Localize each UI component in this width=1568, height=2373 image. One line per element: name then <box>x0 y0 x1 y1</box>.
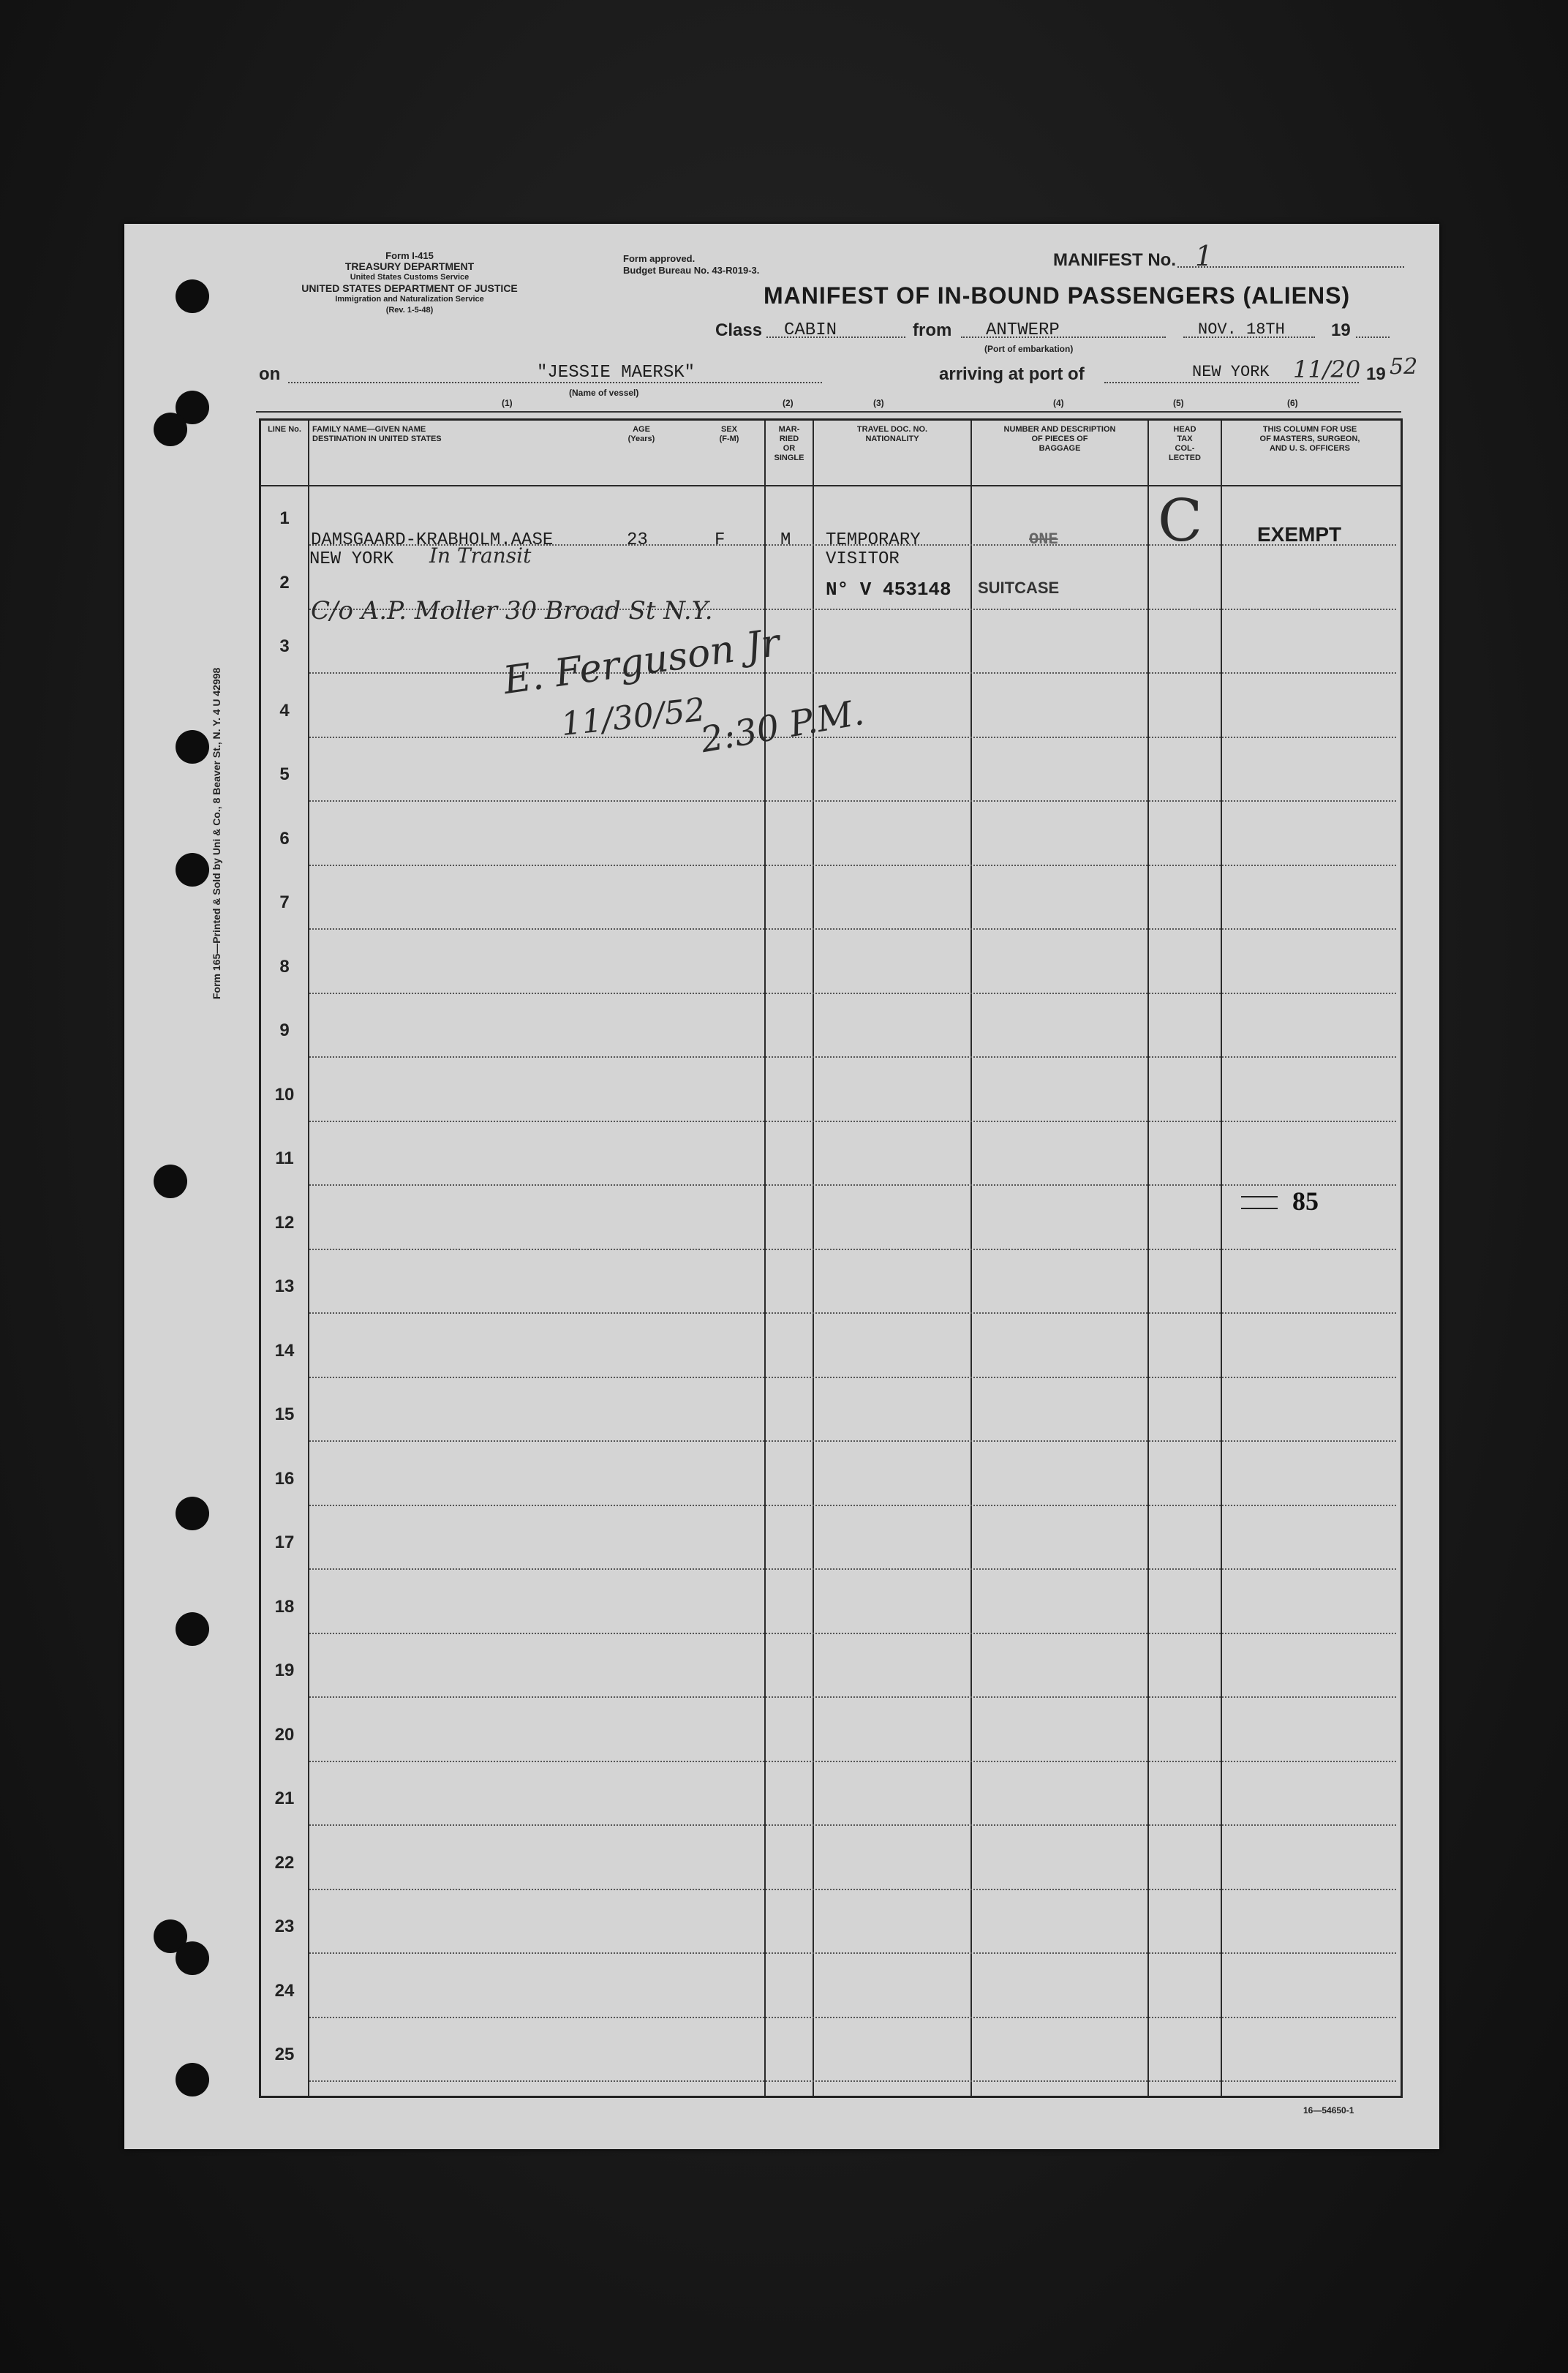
passenger-name: DAMSGAARD-KRABHOLM.AASE <box>311 530 554 550</box>
line-number: 4 <box>279 700 290 721</box>
row-dotted-line <box>309 2080 1396 2082</box>
table-row <box>261 1575 1401 1639</box>
col-num-3: (3) <box>873 398 884 408</box>
class-value: CABIN <box>784 320 837 340</box>
passenger-married: M <box>780 530 791 550</box>
table-row <box>261 1383 1401 1446</box>
travel-doc-line1: TEMPORARY <box>826 530 921 550</box>
date-value: NOV. 18TH <box>1198 320 1285 339</box>
table-row <box>261 1767 1401 1830</box>
form-number: Form I-415 <box>385 250 434 261</box>
class-label: Class <box>715 320 763 340</box>
year-prefix: 19 <box>1331 320 1351 340</box>
from-label: from <box>913 320 952 340</box>
table-row <box>261 1255 1401 1318</box>
row-dotted-line <box>309 1824 1396 1826</box>
row-dotted-line <box>309 1440 1396 1442</box>
on-label: on <box>259 364 281 384</box>
col-header-name: FAMILY NAME—GIVEN NAME DESTINATION IN UNITED STATES <box>312 425 442 443</box>
table-row <box>261 1959 1401 2023</box>
table-row <box>261 1703 1401 1767</box>
baggage-count: ONE <box>1029 530 1058 549</box>
table-row <box>261 1639 1401 1702</box>
row-dotted-line <box>309 1184 1396 1186</box>
passenger-table <box>259 418 1403 2098</box>
baggage-description: SUITCASE <box>978 579 1060 597</box>
table-row <box>261 1063 1401 1127</box>
line-number: 10 <box>274 1084 295 1105</box>
line-number: 22 <box>274 1852 295 1873</box>
inspection-date-handwritten: 11/30/52 <box>559 691 707 744</box>
table-row <box>261 742 1401 806</box>
binder-hole <box>176 1612 209 1646</box>
port-embark-caption: (Port of embarkation) <box>984 344 1074 354</box>
col-header-sex: SEX (F-M) <box>719 425 739 443</box>
manifest-page <box>124 224 1439 2149</box>
table-row <box>261 1191 1401 1255</box>
line-number: 13 <box>274 1276 295 1296</box>
line-number: 17 <box>274 1533 295 1552</box>
col-header-officers: THIS COLUMN FOR USE OF MASTERS, SURGEON, AND U. S. OFFICERS <box>1259 425 1360 453</box>
page-stamp-number: 85 <box>1292 1186 1319 1216</box>
arrival-port: NEW YORK <box>1192 363 1270 381</box>
row-dotted-line <box>309 1377 1396 1378</box>
row-dotted-line <box>309 928 1396 930</box>
col-header-age: AGE (Years) <box>627 425 655 443</box>
binder-hole <box>176 2063 209 2096</box>
officer-note: EXEMPT <box>1257 523 1342 546</box>
arriving-label: arriving at port of <box>939 364 1085 384</box>
line-number: 9 <box>279 1020 290 1040</box>
arrival-date-handwritten: 11/20 <box>1293 356 1361 383</box>
col-num-6: (6) <box>1287 398 1298 408</box>
binder-hole <box>176 279 209 313</box>
address-handwritten: C/o A.P. Moller 30 Broad St N.Y. <box>311 596 713 625</box>
row-dotted-line <box>309 1696 1396 1698</box>
table-row <box>261 1447 1401 1511</box>
revision-label: (Rev. 1-5-48) <box>385 306 434 315</box>
line-number: 19 <box>274 1661 295 1680</box>
binder-hole <box>176 1941 209 1975</box>
row-dotted-line <box>309 2017 1396 2018</box>
line-number: 23 <box>274 1917 295 1936</box>
head-tax-mark: C <box>1158 486 1203 554</box>
line-number: 18 <box>274 1596 295 1617</box>
line-number: 24 <box>274 1980 295 2001</box>
row-dotted-line <box>309 1312 1396 1314</box>
printer-side-text: Form 165—Printed & Sold by Uni & Co., 8 Beaver St., N. Y. 4 U 42998 <box>211 667 222 999</box>
arrival-year-prefix: 19 <box>1366 364 1386 384</box>
col-num-2: (2) <box>783 398 794 408</box>
form-approved: Form approved. <box>623 253 696 264</box>
line-number: 11 <box>275 1148 294 1168</box>
destination-handwritten: In Transit <box>429 544 532 568</box>
row-dotted-line <box>309 1952 1396 1954</box>
line-number: 2 <box>279 572 290 593</box>
inspection-time-handwritten: 2:30 P.M. <box>697 691 867 761</box>
col-num-5: (5) <box>1173 398 1184 408</box>
table-row <box>261 870 1401 934</box>
binder-hole <box>176 730 209 764</box>
table-row <box>261 935 1401 999</box>
from-value: ANTWERP <box>986 320 1060 340</box>
line-number: 15 <box>274 1404 295 1424</box>
row-dotted-line <box>309 672 1396 674</box>
passenger-age: 23 <box>627 530 648 550</box>
table-row <box>261 1511 1401 1574</box>
binder-hole <box>176 1497 209 1530</box>
row-dotted-line <box>309 865 1396 866</box>
line-number: 5 <box>279 764 290 784</box>
table-row <box>261 1895 1401 1958</box>
table-row <box>261 999 1401 1062</box>
line-number: 8 <box>279 956 290 977</box>
col-num-4: (4) <box>1053 398 1064 408</box>
row-dotted-line <box>309 1056 1396 1058</box>
binder-hole <box>154 413 187 446</box>
line-number: 6 <box>279 828 290 849</box>
vessel-caption: (Name of vessel) <box>569 388 639 398</box>
row-dotted-line <box>309 737 1396 738</box>
row-dotted-line <box>309 1761 1396 1762</box>
ins-label: Immigration and Naturalization Service <box>335 295 484 304</box>
vessel-name: "JESSIE MAERSK" <box>537 363 696 383</box>
line-number: 7 <box>279 892 290 912</box>
line-number: 14 <box>274 1340 295 1361</box>
table-row <box>261 1319 1401 1383</box>
line-number: 25 <box>274 2045 295 2064</box>
passenger-destination: NEW YORK <box>309 549 394 569</box>
row-dotted-line <box>309 993 1396 994</box>
row-dotted-line <box>309 800 1396 802</box>
table-row <box>261 2023 1401 2086</box>
line-number: 21 <box>274 1789 295 1808</box>
line-number: 20 <box>274 1724 295 1745</box>
row-dotted-line <box>309 1505 1396 1506</box>
arrival-year-handwritten: 52 <box>1390 354 1418 380</box>
passenger-sex: F <box>715 530 725 550</box>
col-header-married: MAR- RIED OR SINGLE <box>774 425 804 462</box>
justice-label: UNITED STATES DEPARTMENT OF JUSTICE <box>301 282 518 294</box>
row-dotted-line <box>309 1249 1396 1250</box>
manifest-label: MANIFEST No. <box>1053 250 1176 270</box>
page-title: MANIFEST OF IN-BOUND PASSENGERS (ALIENS) <box>764 282 1351 309</box>
line-number: 16 <box>274 1468 295 1489</box>
row-dotted-line <box>309 1568 1396 1570</box>
col-header-head-tax: HEAD TAX COL- LECTED <box>1169 425 1201 462</box>
line-number: 12 <box>274 1212 295 1233</box>
row-dotted-line <box>309 1633 1396 1634</box>
inspector-signature: E. Ferguson Jr <box>500 620 783 704</box>
binder-hole <box>176 853 209 887</box>
travel-doc-line2: VISITOR <box>826 549 900 569</box>
travel-doc-number: N° V 453148 <box>826 579 951 601</box>
row-dotted-line <box>309 1889 1396 1890</box>
line-number: 3 <box>279 636 290 656</box>
manifest-number: 1 <box>1195 240 1213 272</box>
col-header-line-no: LINE No. <box>268 425 301 434</box>
footer-code: 16—54650-1 <box>1303 2105 1354 2116</box>
budget-bureau: Budget Bureau No. 43-R019-3. <box>623 265 760 276</box>
line-number: 1 <box>279 508 290 528</box>
table-row <box>261 1831 1401 1895</box>
binder-hole <box>154 1165 187 1198</box>
customs-label: United States Customs Service <box>350 273 470 282</box>
treasury-label: TREASURY DEPARTMENT <box>344 260 475 272</box>
table-row <box>261 1127 1401 1190</box>
row-dotted-line <box>309 1121 1396 1122</box>
col-header-baggage: NUMBER AND DESCRIPTION OF PIECES OF BAGGAGE <box>1003 425 1116 453</box>
table-row <box>261 807 1401 870</box>
col-num-1: (1) <box>502 398 513 408</box>
col-header-travel-doc: TRAVEL DOC. NO. NATIONALITY <box>856 425 928 443</box>
